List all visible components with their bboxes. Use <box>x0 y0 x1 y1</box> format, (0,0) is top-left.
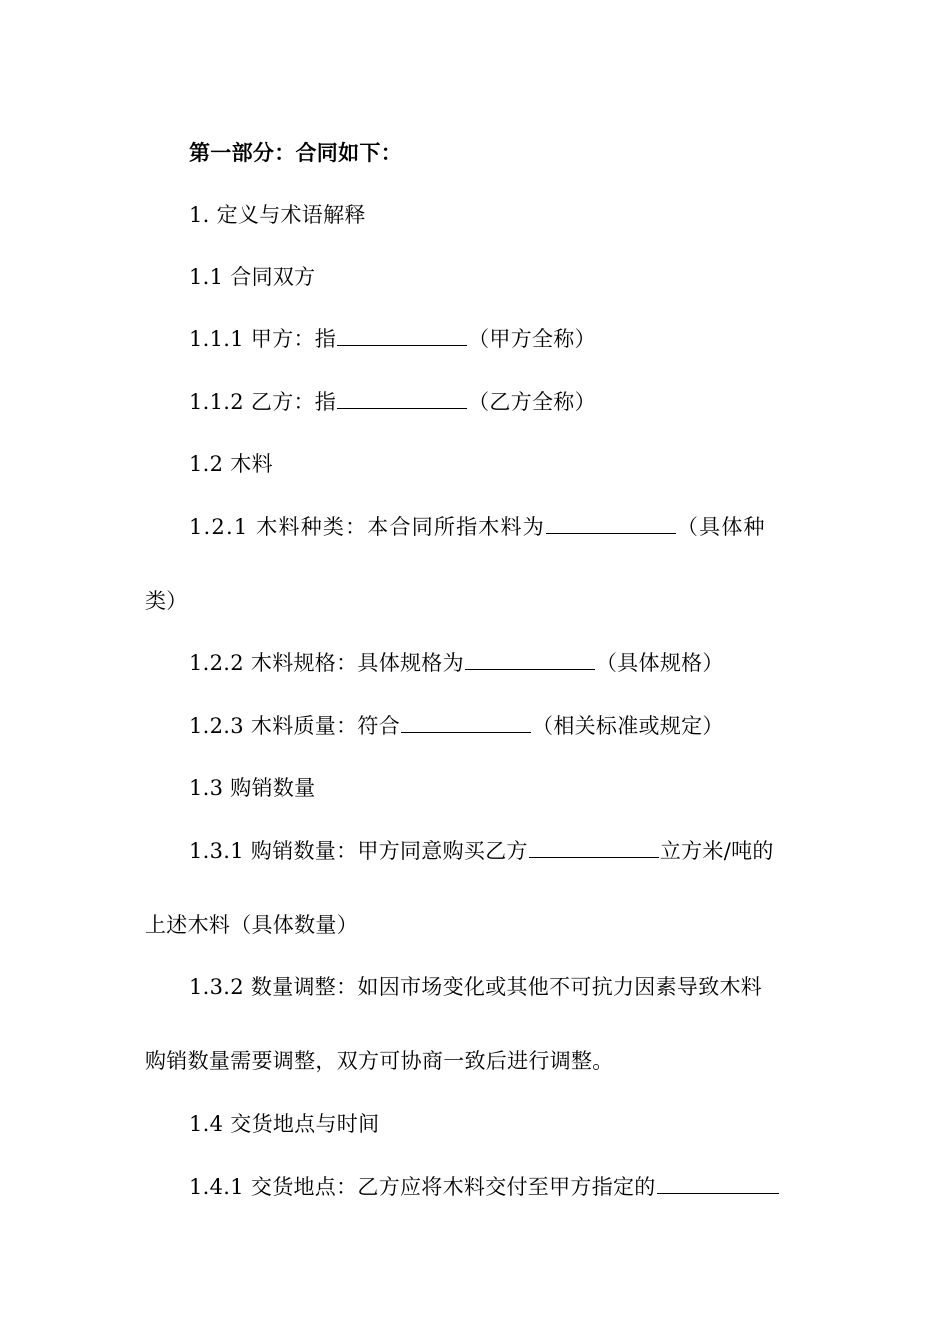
clause-1-2-1-note: （具体种 <box>676 515 766 539</box>
delivery-place-blank <box>657 1174 779 1194</box>
party-a-blank <box>337 326 467 346</box>
clause-1-3-2: 1.3.2 数量调整：如因市场变化或其他不可抗力因素导致木料 <box>189 975 763 999</box>
clause-1-3-1-unit: 立方米/吨的 <box>659 839 774 863</box>
part-heading: 第一部分：合同如下： <box>189 140 402 165</box>
clause-1-1-1-note: （甲方全称） <box>468 327 596 351</box>
clause-1-4-1 <box>189 1173 780 1201</box>
clause-1-1-2-note: （乙方全称） <box>468 390 596 414</box>
party-b-blank <box>337 389 467 409</box>
clause-1-2-3-text: 1.2.3 木料质量：符合 <box>189 714 401 738</box>
clause-1-3-1-text: 1.3.1 购销数量：甲方同意购买乙方 <box>189 839 528 863</box>
clause-1-3-1 <box>189 837 774 865</box>
clause-1-1-2 <box>189 388 596 416</box>
clause-1-1-2-text: 1.1.2 乙方：指 <box>189 390 337 414</box>
clause-1-2-3 <box>189 712 724 740</box>
clause-1-2-3-note: （相关标准或规定） <box>532 714 724 738</box>
section-1-1-heading: 1.1 合同双方 <box>189 265 316 289</box>
clause-1-1-1-text: 1.1.1 甲方：指 <box>189 327 337 351</box>
clause-1-2-1-continuation: 类） <box>145 589 188 613</box>
wood-type-blank <box>546 514 676 534</box>
quality-standard-blank <box>401 713 531 733</box>
wood-spec-blank <box>465 650 595 670</box>
clause-1-3-1-continuation: 上述木料（具体数量） <box>145 913 358 937</box>
clause-1-3-2-continuation: 购销数量需要调整，双方可协商一致后进行调整。 <box>145 1049 614 1073</box>
section-1-3-heading: 1.3 购销数量 <box>189 776 316 800</box>
clause-1-2-2 <box>189 649 724 677</box>
clause-1-2-2-text: 1.2.2 木料规格：具体规格为 <box>189 651 464 675</box>
clause-1-1-1 <box>189 325 596 353</box>
quantity-blank <box>529 838 659 858</box>
section-1-heading: 1. 定义与术语解释 <box>189 203 366 227</box>
clause-1-2-2-note: （具体规格） <box>595 651 724 675</box>
section-1-4-heading: 1.4 交货地点与时间 <box>189 1112 380 1136</box>
clause-1-4-1-text: 1.4.1 交货地点：乙方应将木料交付至甲方指定的 <box>189 1175 656 1199</box>
section-1-2-heading: 1.2 木料 <box>189 452 273 476</box>
clause-1-2-1-text: 1.2.1 木料种类：本合同所指木料为 <box>189 515 545 539</box>
clause-1-2-1 <box>189 513 766 541</box>
